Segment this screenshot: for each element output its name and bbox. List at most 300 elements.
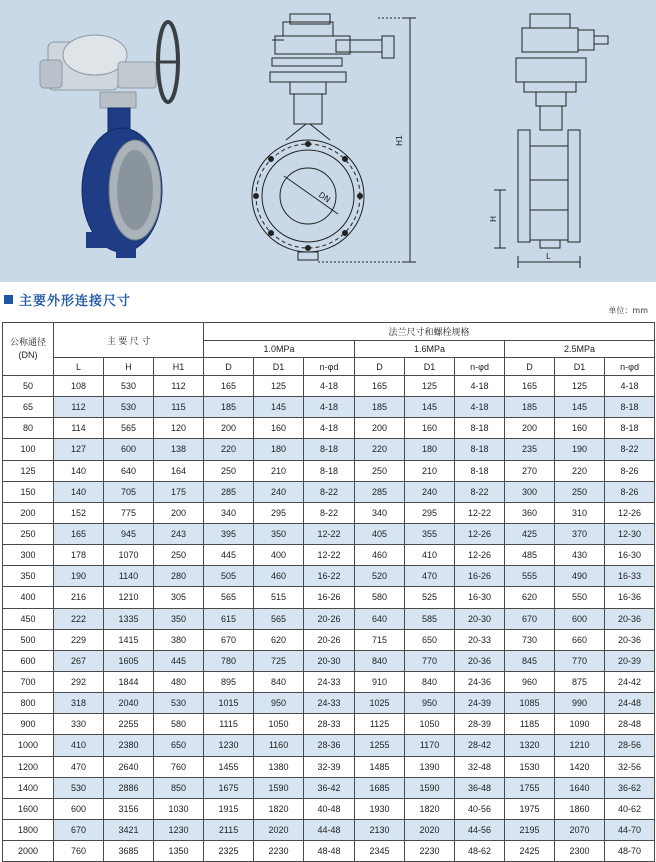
table-cell: 200: [355, 418, 405, 439]
table-cell: 240: [405, 481, 455, 502]
table-cell: 318: [54, 693, 104, 714]
l-label: L: [546, 252, 551, 261]
table-cell: 16-36: [605, 587, 655, 608]
dn-cell: 800: [3, 693, 54, 714]
dn-cell: 500: [3, 629, 54, 650]
table-cell: 235: [505, 439, 555, 460]
table-cell: 216: [54, 587, 104, 608]
table-cell: 470: [405, 566, 455, 587]
table-cell: 840: [254, 671, 304, 692]
table-cell: 292: [54, 671, 104, 692]
dn-cell: 1000: [3, 735, 54, 756]
table-cell: 370: [555, 523, 605, 544]
table-cell: 36-62: [605, 777, 655, 798]
table-cell: 875: [555, 671, 605, 692]
column-header: n-φd: [455, 358, 505, 376]
table-cell: 28-42: [455, 735, 505, 756]
table-row: [3, 460, 655, 481]
column-header: H1: [154, 358, 204, 376]
column-header: L: [54, 358, 104, 376]
table-cell: 285: [355, 481, 405, 502]
table-cell: 1125: [355, 714, 405, 735]
table-cell: 1070: [104, 545, 154, 566]
table-cell: 12-30: [605, 523, 655, 544]
table-row: [3, 714, 655, 735]
table-row: [3, 798, 655, 819]
table-cell: 220: [355, 439, 405, 460]
table-cell: 725: [254, 650, 304, 671]
dn-cell: 1200: [3, 756, 54, 777]
column-header: H: [104, 358, 154, 376]
table-cell: 760: [154, 756, 204, 777]
table-cell: 1210: [555, 735, 605, 756]
table-cell: 280: [154, 566, 204, 587]
table-cell: 1975: [505, 798, 555, 819]
table-cell: 20-30: [455, 608, 505, 629]
table-cell: 1455: [204, 756, 254, 777]
table-cell: 445: [154, 650, 204, 671]
table-cell: 425: [505, 523, 555, 544]
side-view-drawing: [494, 14, 608, 268]
table-cell: 945: [104, 523, 154, 544]
table-cell: 1485: [355, 756, 405, 777]
table-cell: 4-18: [455, 397, 505, 418]
table-cell: 430: [555, 545, 605, 566]
table-cell: 2230: [405, 841, 455, 862]
column-header: D1: [405, 358, 455, 376]
table-cell: 1755: [505, 777, 555, 798]
table-cell: 770: [405, 650, 455, 671]
table-cell: 285: [204, 481, 254, 502]
table-cell: 310: [555, 502, 605, 523]
dn-cell: 1400: [3, 777, 54, 798]
table-cell: 600: [54, 798, 104, 819]
table-cell: 350: [154, 608, 204, 629]
table-row: [3, 481, 655, 502]
spec-table: [2, 322, 655, 862]
table-cell: 515: [254, 587, 304, 608]
table-row: [3, 376, 655, 397]
dn-cell: 600: [3, 650, 54, 671]
table-cell: 530: [54, 777, 104, 798]
table-cell: 490: [555, 566, 605, 587]
dn-cell: 300: [3, 545, 54, 566]
square-bullet-icon: [4, 295, 13, 304]
table-cell: 20-36: [455, 650, 505, 671]
table-cell: 1170: [405, 735, 455, 756]
table-row: [3, 777, 655, 798]
dn-cell: 80: [3, 418, 54, 439]
table-cell: 115: [154, 397, 204, 418]
table-cell: 950: [254, 693, 304, 714]
table-cell: 305: [154, 587, 204, 608]
table-cell: 164: [154, 460, 204, 481]
table-cell: 1820: [254, 798, 304, 819]
table-cell: 28-56: [605, 735, 655, 756]
table-cell: 165: [54, 523, 104, 544]
table-cell: 1335: [104, 608, 154, 629]
table-cell: 48-62: [455, 841, 505, 862]
table-row: [3, 587, 655, 608]
table-cell: 8-18: [605, 418, 655, 439]
table-cell: 2040: [104, 693, 154, 714]
table-cell: 145: [555, 397, 605, 418]
table-row: [3, 819, 655, 840]
table-row: [3, 418, 655, 439]
table-cell: 1115: [204, 714, 254, 735]
table-cell: 730: [505, 629, 555, 650]
table-row: [3, 545, 655, 566]
table-cell: 360: [505, 502, 555, 523]
table-cell: 120: [154, 418, 204, 439]
dn-label: DN: [316, 190, 332, 205]
table-cell: 20-26: [304, 629, 355, 650]
table-cell: 760: [54, 841, 104, 862]
table-row: [3, 735, 655, 756]
table-cell: 2230: [254, 841, 304, 862]
table-cell: 138: [154, 439, 204, 460]
table-cell: 240: [254, 481, 304, 502]
table-row: [3, 523, 655, 544]
table-row: [3, 650, 655, 671]
table-cell: 485: [505, 545, 555, 566]
table-cell: 840: [405, 671, 455, 692]
table-cell: 615: [204, 608, 254, 629]
table-cell: 4-18: [304, 418, 355, 439]
table-cell: 460: [254, 566, 304, 587]
table-cell: 16-30: [455, 587, 505, 608]
table-cell: 48-70: [605, 841, 655, 862]
column-header: D: [355, 358, 405, 376]
table-cell: 24-33: [304, 693, 355, 714]
table-cell: 32-39: [304, 756, 355, 777]
table-cell: 160: [405, 418, 455, 439]
dn-cell: 900: [3, 714, 54, 735]
valve-photo: [40, 22, 178, 258]
main-dims-header: 主 要 尺 寸: [54, 323, 204, 358]
table-cell: 8-22: [455, 481, 505, 502]
table-cell: 1860: [555, 798, 605, 819]
table-cell: 770: [555, 650, 605, 671]
pressure-header: 1.0MPa: [204, 341, 355, 358]
table-cell: 405: [355, 523, 405, 544]
table-cell: 2070: [555, 819, 605, 840]
column-header: n-φd: [605, 358, 655, 376]
dn-cell: 100: [3, 439, 54, 460]
table-cell: 670: [505, 608, 555, 629]
table-cell: 108: [54, 376, 104, 397]
table-cell: 8-18: [605, 397, 655, 418]
h-label: H: [489, 215, 498, 222]
table-cell: 1844: [104, 671, 154, 692]
table-cell: 8-18: [455, 418, 505, 439]
table-cell: 145: [254, 397, 304, 418]
table-cell: 12-26: [605, 502, 655, 523]
table-cell: 16-26: [455, 566, 505, 587]
table-cell: 8-18: [455, 460, 505, 481]
table-cell: 670: [54, 819, 104, 840]
column-header: D1: [254, 358, 304, 376]
table-row: [3, 629, 655, 650]
table-cell: 555: [505, 566, 555, 587]
table-cell: 650: [154, 735, 204, 756]
table-cell: 1415: [104, 629, 154, 650]
table-cell: 640: [355, 608, 405, 629]
table-cell: 580: [355, 587, 405, 608]
table-cell: 8-26: [605, 481, 655, 502]
table-row: [3, 841, 655, 862]
table-cell: 175: [154, 481, 204, 502]
table-cell: 1380: [254, 756, 304, 777]
table-cell: 2130: [355, 819, 405, 840]
table-cell: 250: [555, 481, 605, 502]
table-cell: 550: [555, 587, 605, 608]
table-cell: 1530: [505, 756, 555, 777]
table-cell: 2195: [505, 819, 555, 840]
table-cell: 210: [254, 460, 304, 481]
table-cell: 340: [204, 502, 254, 523]
table-cell: 112: [154, 376, 204, 397]
table-cell: 660: [555, 629, 605, 650]
table-cell: 395: [204, 523, 254, 544]
table-row: [3, 566, 655, 587]
table-cell: 40-62: [605, 798, 655, 819]
table-cell: 505: [204, 566, 254, 587]
table-cell: 2380: [104, 735, 154, 756]
table-cell: 715: [355, 629, 405, 650]
dn-cell: 50: [3, 376, 54, 397]
table-cell: 185: [204, 397, 254, 418]
table-cell: 8-18: [455, 439, 505, 460]
column-header: n-φd: [304, 358, 355, 376]
table-cell: 32-48: [455, 756, 505, 777]
table-cell: 565: [204, 587, 254, 608]
dn-cell: 2000: [3, 841, 54, 862]
table-cell: 2115: [204, 819, 254, 840]
table-cell: 460: [355, 545, 405, 566]
column-header: D: [505, 358, 555, 376]
dn-cell: 350: [3, 566, 54, 587]
table-cell: 16-22: [304, 566, 355, 587]
table-cell: 470: [54, 756, 104, 777]
table-cell: 28-48: [605, 714, 655, 735]
table-cell: 12-22: [455, 502, 505, 523]
table-cell: 44-48: [304, 819, 355, 840]
table-cell: 845: [505, 650, 555, 671]
dn-cell: 65: [3, 397, 54, 418]
table-cell: 295: [254, 502, 304, 523]
table-cell: 1185: [505, 714, 555, 735]
table-row: [3, 671, 655, 692]
table-cell: 16-26: [304, 587, 355, 608]
column-header: D1: [555, 358, 605, 376]
table-cell: 127: [54, 439, 104, 460]
table-cell: 650: [405, 629, 455, 650]
table-cell: 1255: [355, 735, 405, 756]
dn-cell: 150: [3, 481, 54, 502]
table-cell: 24-39: [455, 693, 505, 714]
table-cell: 600: [104, 439, 154, 460]
table-cell: 24-48: [605, 693, 655, 714]
table-row: [3, 756, 655, 777]
table-cell: 36-48: [455, 777, 505, 798]
table-row: [3, 608, 655, 629]
table-cell: 295: [405, 502, 455, 523]
table-cell: 165: [355, 376, 405, 397]
table-cell: 1420: [555, 756, 605, 777]
table-cell: 44-56: [455, 819, 505, 840]
drawing-panel: [0, 0, 656, 282]
table-cell: 180: [405, 439, 455, 460]
table-cell: 950: [405, 693, 455, 714]
table-cell: 20-39: [605, 650, 655, 671]
table-cell: 355: [405, 523, 455, 544]
table-cell: 2640: [104, 756, 154, 777]
section-heading: [4, 290, 131, 308]
table-cell: 8-26: [605, 460, 655, 481]
flange-header: 法兰尺寸和螺栓规格: [204, 323, 655, 341]
table-cell: 160: [254, 418, 304, 439]
table-cell: 145: [405, 397, 455, 418]
table-cell: 520: [355, 566, 405, 587]
table-cell: 3156: [104, 798, 154, 819]
table-cell: 190: [54, 566, 104, 587]
table-cell: 20-36: [605, 629, 655, 650]
table-cell: 270: [505, 460, 555, 481]
table-cell: 125: [405, 376, 455, 397]
table-cell: 12-22: [304, 523, 355, 544]
dn-cell: 1800: [3, 819, 54, 840]
table-cell: 850: [154, 777, 204, 798]
table-cell: 530: [154, 693, 204, 714]
table-cell: 8-22: [304, 502, 355, 523]
table-cell: 229: [54, 629, 104, 650]
table-cell: 530: [104, 397, 154, 418]
table-cell: 300: [505, 481, 555, 502]
table-cell: 8-18: [304, 460, 355, 481]
table-cell: 580: [154, 714, 204, 735]
table-cell: 585: [405, 608, 455, 629]
table-cell: 525: [405, 587, 455, 608]
table-cell: 220: [555, 460, 605, 481]
table-cell: 250: [204, 460, 254, 481]
table-cell: 220: [204, 439, 254, 460]
table-cell: 267: [54, 650, 104, 671]
table-cell: 250: [154, 545, 204, 566]
table-cell: 1820: [405, 798, 455, 819]
table-cell: 20-36: [605, 608, 655, 629]
table-cell: 1590: [405, 777, 455, 798]
column-header: D: [204, 358, 254, 376]
table-cell: 4-18: [304, 376, 355, 397]
table-row: [3, 693, 655, 714]
table-cell: 1160: [254, 735, 304, 756]
table-cell: 20-30: [304, 650, 355, 671]
dn-cell: 1600: [3, 798, 54, 819]
table-cell: 250: [355, 460, 405, 481]
dn-cell: 450: [3, 608, 54, 629]
unit-label: 单位：mm: [608, 306, 648, 315]
table-cell: 160: [555, 418, 605, 439]
table-cell: 480: [154, 671, 204, 692]
table-cell: 1050: [254, 714, 304, 735]
table-cell: 910: [355, 671, 405, 692]
table-cell: 960: [505, 671, 555, 692]
table-cell: 410: [54, 735, 104, 756]
table-cell: 185: [355, 397, 405, 418]
table-cell: 20-26: [304, 608, 355, 629]
table-cell: 600: [555, 608, 605, 629]
table-row: [3, 502, 655, 523]
table-cell: 114: [54, 418, 104, 439]
dn-cell: 200: [3, 502, 54, 523]
table-cell: 12-26: [455, 523, 505, 544]
table-cell: 1685: [355, 777, 405, 798]
table-cell: 780: [204, 650, 254, 671]
table-cell: 1390: [405, 756, 455, 777]
table-cell: 3685: [104, 841, 154, 862]
table-cell: 895: [204, 671, 254, 692]
table-row: [3, 439, 655, 460]
pressure-header: 2.5MPa: [505, 341, 655, 358]
table-cell: 8-18: [304, 439, 355, 460]
table-cell: 8-22: [304, 481, 355, 502]
table-cell: 200: [204, 418, 254, 439]
table-cell: 1915: [204, 798, 254, 819]
table-cell: 165: [204, 376, 254, 397]
table-cell: 445: [204, 545, 254, 566]
table-cell: 1230: [154, 819, 204, 840]
table-cell: 640: [104, 460, 154, 481]
table-cell: 2345: [355, 841, 405, 862]
table-cell: 200: [505, 418, 555, 439]
table-cell: 340: [355, 502, 405, 523]
table-cell: 530: [104, 376, 154, 397]
dn-cell: 400: [3, 587, 54, 608]
table-cell: 32-56: [605, 756, 655, 777]
table-cell: 1025: [355, 693, 405, 714]
table-cell: 165: [505, 376, 555, 397]
table-cell: 620: [505, 587, 555, 608]
table-cell: 36-42: [304, 777, 355, 798]
table-cell: 190: [555, 439, 605, 460]
table-cell: 350: [254, 523, 304, 544]
table-cell: 2255: [104, 714, 154, 735]
table-cell: 1230: [204, 735, 254, 756]
table-cell: 140: [54, 481, 104, 502]
table-cell: 12-26: [455, 545, 505, 566]
table-cell: 1210: [104, 587, 154, 608]
table-cell: 1320: [505, 735, 555, 756]
table-cell: 48-48: [304, 841, 355, 862]
table-cell: 125: [555, 376, 605, 397]
table-cell: 200: [154, 502, 204, 523]
table-cell: 1030: [154, 798, 204, 819]
table-cell: 20-33: [455, 629, 505, 650]
table-cell: 40-48: [304, 798, 355, 819]
table-cell: 1015: [204, 693, 254, 714]
table-cell: 210: [405, 460, 455, 481]
table-cell: 2425: [505, 841, 555, 862]
dn-cell: 250: [3, 523, 54, 544]
table-cell: 775: [104, 502, 154, 523]
table-cell: 178: [54, 545, 104, 566]
table-cell: 112: [54, 397, 104, 418]
dn-cell: 700: [3, 671, 54, 692]
table-cell: 40-56: [455, 798, 505, 819]
nominal-diameter-header: 公称通径 (DN): [3, 323, 54, 376]
table-cell: 840: [355, 650, 405, 671]
